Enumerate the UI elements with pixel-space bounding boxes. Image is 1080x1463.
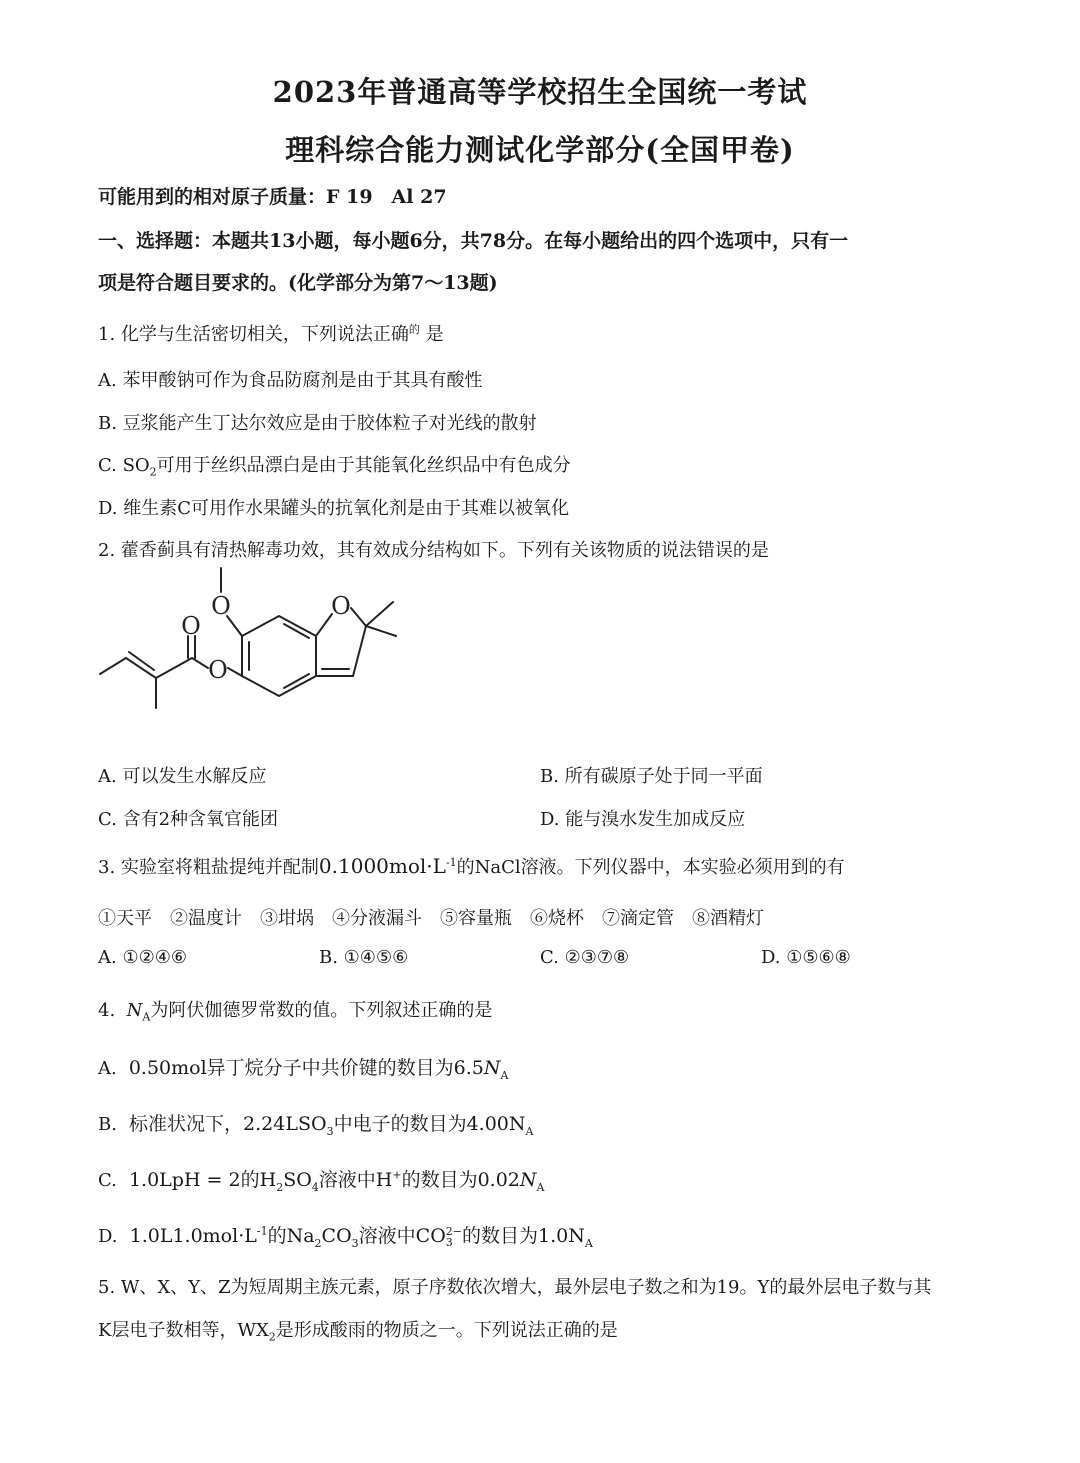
q4-c-mid2: 溶液中H xyxy=(318,1169,393,1191)
q4-c-sub3: A xyxy=(536,1180,545,1194)
q4-b-sub: 3 xyxy=(326,1124,334,1138)
q2-option-a: A. 可以发生水解反应 xyxy=(98,766,267,787)
q4-d-ion-charge xyxy=(446,1226,462,1248)
atom-o-ester: O xyxy=(208,656,228,684)
q4-c-label: C. xyxy=(98,1170,117,1191)
q4-d-sup: -1 xyxy=(256,1224,268,1238)
q4-d-label: D. xyxy=(98,1226,118,1247)
q3-option-d: D. ①⑤⑥⑧ xyxy=(761,947,851,968)
q5-stem-line2 xyxy=(98,1316,618,1344)
q3-stem-text: 3. 实验室将粗盐提纯并配制 xyxy=(98,857,319,878)
q4-c-n: N xyxy=(519,1169,537,1191)
q4-d-post: 的数目为1.0N xyxy=(462,1225,585,1247)
bond-c-alkene xyxy=(156,658,192,678)
q3-option-a: A. ①②④⑥ xyxy=(98,947,187,968)
q1-option-b: B. 豆浆能产生丁达尔效应是由于胶体粒子对光线的散射 xyxy=(98,413,537,434)
q1-option-d: D. 维生素C可用作水果罐头的抗氧化剂是由于其难以被氧化 xyxy=(98,498,570,519)
q4-a-label: A. xyxy=(98,1058,117,1079)
q1-stem-end: 是 xyxy=(419,324,444,345)
section-heading-line1: 一、选择题：本题共13小题，每小题6分，共78分。在每小题给出的四个选项中，只有一 xyxy=(98,230,849,252)
q4-option-d xyxy=(98,1221,593,1250)
q1-stem xyxy=(98,320,444,346)
q3-concentration: 0.1000mol·L xyxy=(318,854,446,878)
q2-option-b: B. 所有碳原子处于同一平面 xyxy=(540,766,763,787)
q4-option-a xyxy=(98,1053,508,1082)
q4-d-pre: 1.0L1.0mol·L xyxy=(129,1225,257,1247)
q4-d-sub1: 2 xyxy=(314,1236,322,1250)
q1-option-c xyxy=(98,451,571,479)
q3-stem-end: 的NaCl溶液。下列仪器中，本实验必须用到的有 xyxy=(456,857,845,878)
q4-c-post: 的数目为0.02 xyxy=(401,1169,520,1191)
q4-c-sup: + xyxy=(392,1168,402,1182)
q4-d-sub2: 3 xyxy=(351,1236,359,1250)
q4-b-pre: 标准状况下，2.24LSO xyxy=(129,1113,327,1135)
q4-c-pre: 1.0LpH = 2的H xyxy=(128,1169,277,1191)
q4-option-b xyxy=(98,1109,533,1138)
q4-a-n: N xyxy=(483,1057,501,1079)
atomic-mass-note: 可能用到的相对原子质量：F 19 Al 27 xyxy=(98,186,447,208)
q1-stem-sup: 的 xyxy=(408,323,420,336)
q5-stem-line1: 5. W、X、Y、Z为短周期主族元素，原子序数依次增大，最外层电子数之和为19。Y的最外层电子数与其 xyxy=(98,1277,932,1298)
q2-option-c: C. 含有2种含氧官能团 xyxy=(98,809,279,830)
q2-stem: 2. 藿香蓟具有清热解毒功效，其有效成分结构如下。下列有关该物质的说法错误的是 xyxy=(98,540,769,561)
q4-n-symbol: N xyxy=(126,1000,143,1021)
q4-b-post: 中电子的数目为4.00N xyxy=(333,1113,526,1135)
q3-instruments: ①天平 ②温度计 ③坩埚 ④分液漏斗 ⑤容量瓶 ⑥烧杯 ⑦滴定管 ⑧酒精灯 xyxy=(98,908,764,929)
bond-ring-o xyxy=(316,614,332,636)
q4-n-sub: A xyxy=(142,1010,151,1024)
q3-option-b: B. ①④⑤⑥ xyxy=(319,947,409,968)
q4-b-sub2: A xyxy=(525,1124,534,1138)
q1-stem-text: 1. 化学与生活密切相关，下列说法正确 xyxy=(98,324,409,345)
bond-methyl-a xyxy=(366,602,393,626)
q4-c-sub2: 4 xyxy=(311,1180,319,1194)
q4-d-mid: 的Na xyxy=(267,1225,315,1247)
q4-option-c xyxy=(98,1165,544,1194)
q4-d-sub3: 3 xyxy=(445,1236,453,1249)
q5-line2-sub: 2 xyxy=(268,1330,276,1344)
molecule-structure xyxy=(96,566,416,716)
exam-subtitle: 理科综合能力测试化学部分(全国甲卷) xyxy=(285,133,795,167)
q5-line2-post: 是形成酸雨的物质之一。下列说法正确的是 xyxy=(275,1320,618,1341)
benzene-ring xyxy=(242,616,316,696)
q4-b-label: B. xyxy=(98,1114,117,1135)
q4-c-mid: SO xyxy=(283,1169,312,1191)
section-heading-line2: 项是符合题目要求的。(化学部分为第7～13题) xyxy=(98,272,498,294)
atom-o-pyran: O xyxy=(331,592,351,620)
q1-c-pre: C. SO xyxy=(98,455,150,476)
q1-c-post: 可用于丝织品漂白是由于其能氧化丝织品中有色成分 xyxy=(156,455,571,476)
bond-terminal-methyl xyxy=(100,658,126,674)
q4-d-sub4: A xyxy=(584,1236,593,1250)
q5-line2-pre: K层电子数相等，WX xyxy=(98,1320,269,1341)
q1-c-sub: 2 xyxy=(149,465,157,479)
atom-o-carbonyl: O xyxy=(181,612,201,640)
q3-stem xyxy=(98,853,845,879)
q4-stem-text: 为阿伏伽德罗常数的值。下列叙述正确的是 xyxy=(150,1000,493,1021)
bond-ring-ester-o xyxy=(228,668,242,676)
q4-stem xyxy=(98,996,492,1024)
q4-d-sup2: 2− xyxy=(445,1225,462,1238)
q3-option-c: C. ②③⑦⑧ xyxy=(540,947,630,968)
exam-title: 2023年普通高等学校招生全国统一考试 xyxy=(272,75,808,109)
q4-d-mid2: CO xyxy=(321,1225,352,1247)
q3-concentration-sup: -1 xyxy=(445,856,457,869)
q4-a-text: 0.50mol异丁烷分子中共价键的数目为6.5 xyxy=(128,1057,484,1079)
atom-o-methoxy: O xyxy=(211,592,231,620)
bond-ester-o-c xyxy=(192,658,208,668)
bond-methyl-b xyxy=(366,626,396,636)
bond-o-cme2 xyxy=(351,608,366,626)
q2-option-d: D. 能与溴水发生加成反应 xyxy=(540,809,746,830)
q4-a-sub: A xyxy=(500,1068,509,1082)
q4-d-mid3: 溶液中CO xyxy=(358,1225,446,1247)
q1-option-a: A. 苯甲酸钠可作为食品防腐剂是由于其具有酸性 xyxy=(98,370,483,391)
q4-number: 4. xyxy=(98,1000,116,1021)
bond-cme2-ch xyxy=(353,626,366,676)
q4-c-sub1: 2 xyxy=(276,1180,284,1194)
